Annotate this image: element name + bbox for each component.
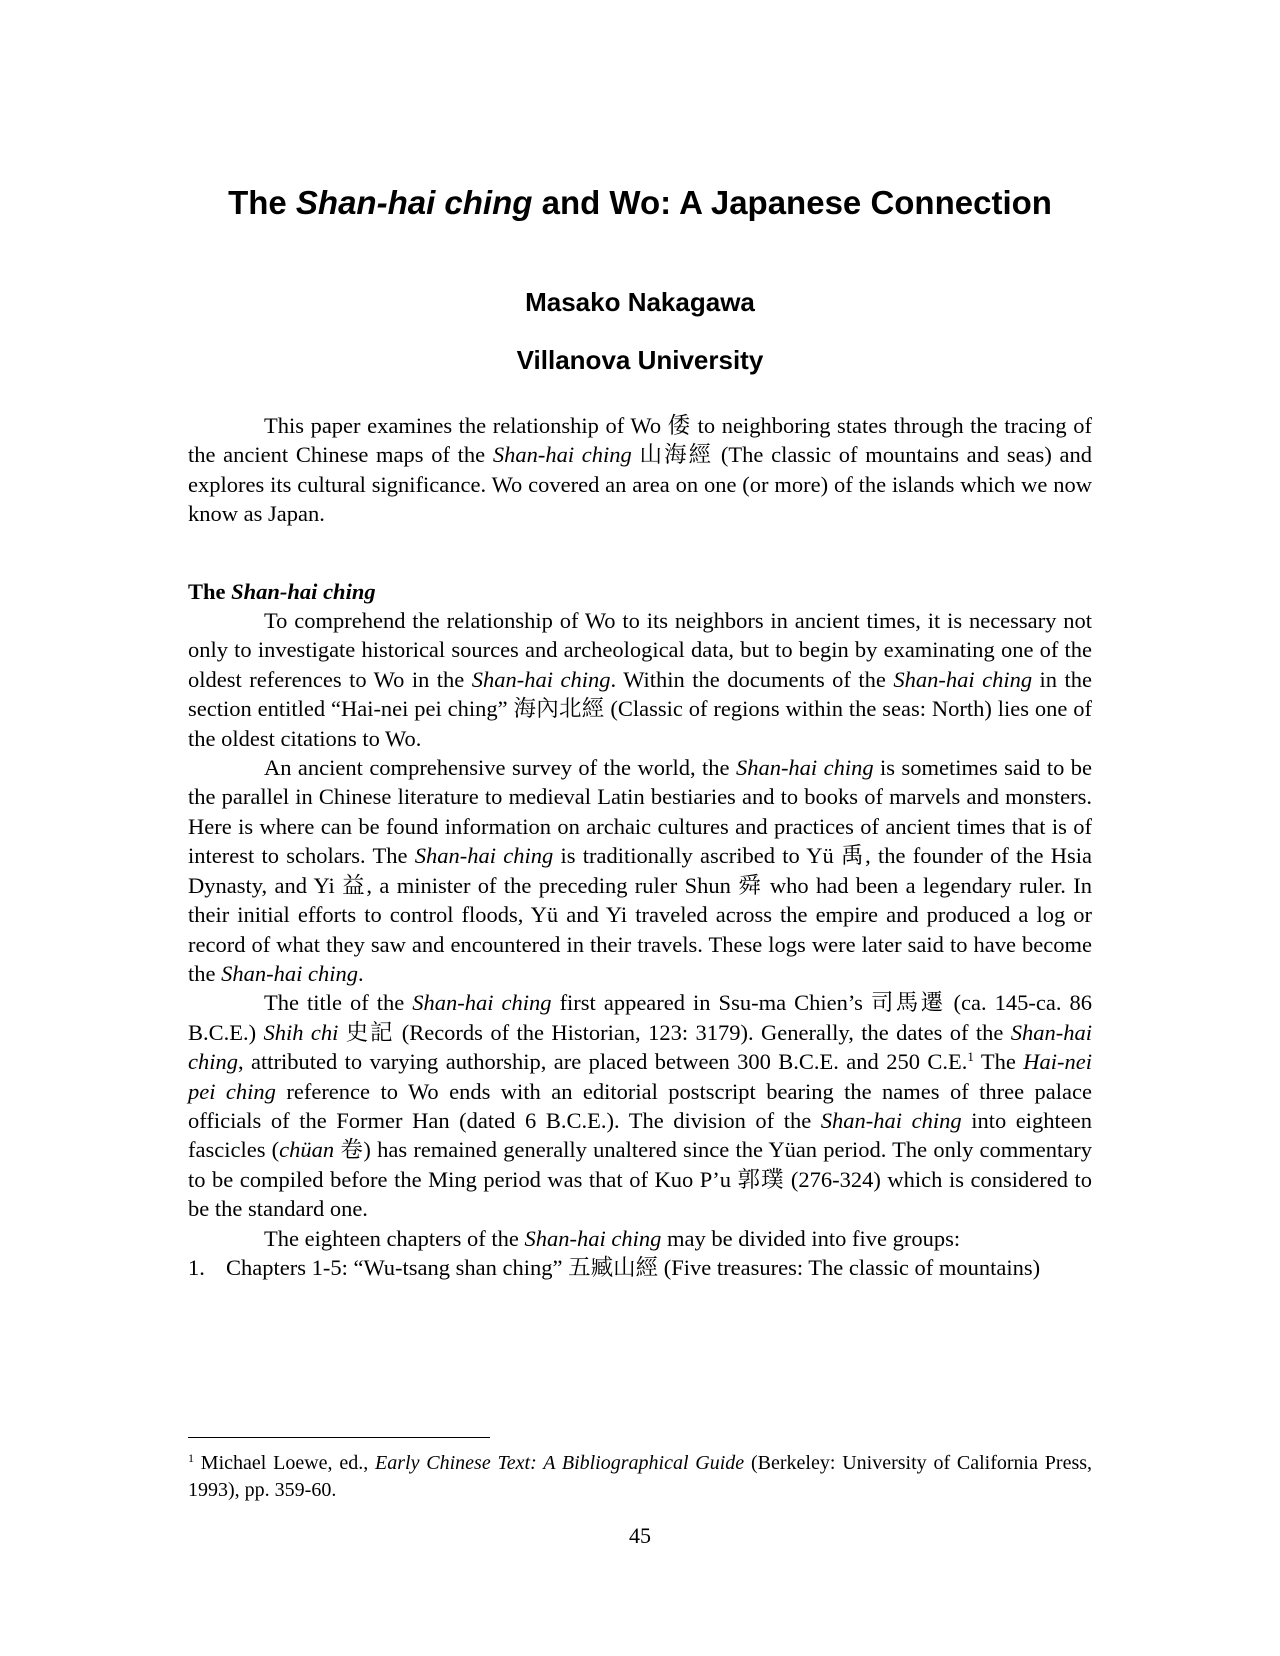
list-number: 1. bbox=[188, 1254, 205, 1280]
paper-title: The Shan-hai ching and Wo: A Japanese Connection bbox=[228, 184, 1052, 221]
list-text: Chapters 1-5: “Wu-tsang shan ching” 五臧山經 (Five treasures: The classic of mountains) bbox=[226, 1254, 1041, 1280]
body-paragraph: To comprehend the relationship of Wo to its neighbors in ancient times, it is necessary not only to investigate historical sources and archeological data, but to begin by examinating one of the oldest references to Wo in the Shan-hai ching. Within the documents of the Shan-hai ching in the section entitled “Hai-nei pei ching” 海內北經 (Classic of regions within the seas: North) lies one of the oldest citations to Wo. bbox=[188, 608, 1093, 751]
list-item bbox=[188, 1253, 1092, 1282]
page-number: 45 bbox=[629, 1523, 651, 1548]
footnote-number: 1 bbox=[188, 1451, 194, 1465]
body-paragraph: The title of the Shan-hai ching first appeared in Ssu-ma Chien’s 司馬遷 (ca. 145-ca. 86 B.C.E.) Shih chi 史記 (Records of the Historian, 123: 3179). Generally, the dates of the Shan-hai ching, attributed to varying authorship, are placed between 300 B.C.E. and 250 C.E.$^1$ The Hai-nei pei ching reference to Wo ends with an editorial postscript bearing the names of three palace officials of the Former Han (dated 6 B.C.E.). The division of the Shan-hai ching into eighteen fascicles (chüan 卷) has remained generally unaltered since the Yüan period. The only commentary to be compiled before the Ming period was that of Kuo P’u 郭璞 (276-324) which is considered to be the standard one. bbox=[188, 990, 1093, 1222]
author-name: Masako Nakagawa bbox=[525, 287, 755, 317]
author-affiliation: Villanova University bbox=[516, 345, 764, 375]
footnote-rule bbox=[188, 1437, 490, 1438]
body-paragraph: The eighteen chapters of the Shan-hai ching may be divided into five groups: bbox=[264, 1225, 961, 1251]
footnote: $^1$ Michael Loewe, ed., Early Chinese Text: A Bibliographical Guide (Berkeley: University of California Press, 1993), pp. 359-60. bbox=[188, 1451, 1093, 1501]
abstract-paragraph: This paper examines the relationship of Wo 倭 to neighboring states through the tracing of the ancient Chinese maps of the Shan-hai ching 山海經 (The classic of mountains and seas) and explores its cultural significance. Wo covered an area on one (or more) of the islands which we now know as Japan. bbox=[188, 413, 1092, 527]
section-heading: The Shan-hai ching bbox=[188, 578, 376, 604]
footnote-ref: 1 bbox=[967, 1049, 974, 1065]
body-paragraph: An ancient comprehensive survey of the world, the Shan-hai ching is sometimes said to be the parallel in Chinese literature to medieval Latin bestiaries and to books of marvels and monsters. Here is where can be found information on archaic cultures and practices of ancient times that is of interest to scholars. The Shan-hai ching is traditionally ascribed to Yü 禹, the founder of the Hsia Dynasty, and Yi 益, a minister of the preceding ruler Shun 舜 who had been a legendary ruler. In their initial efforts to control floods, Yü and Yi traveled across the empire and produced a log or record of what they saw and encountered in their travels. These logs were later said to have become the Shan-hai ching. bbox=[188, 755, 1093, 986]
body-text bbox=[188, 411, 1092, 1282]
